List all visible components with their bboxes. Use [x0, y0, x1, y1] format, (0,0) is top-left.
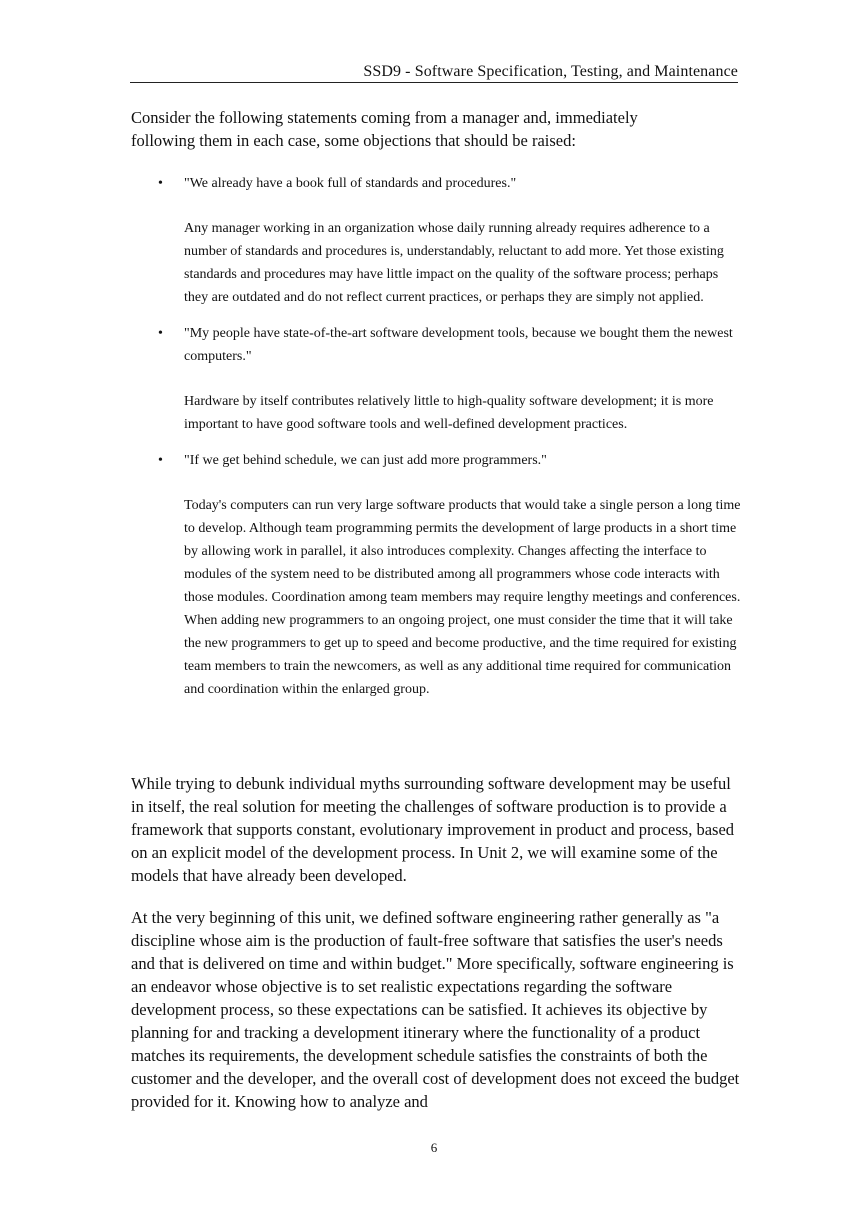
bullet-icon: • — [158, 176, 163, 191]
body-paragraph: At the very beginning of this unit, we defined software engineering rather generally as "a discipline whose aim is the production of fault-free software that satisfies the user's needs and that is delivered on time and within budget." More specifically, software engineering is an endeavor whose objective is to set realistic expectations regarding the software development process, so these expectations can be satisfied. It achieves its objective by planning for and tracking a development itinerary where the functionality of a product matches its requirements, the development schedule satisfies the constraints of both the customer and the developer, and the overall cost of development does not exceed the budget provided for it. Knowing how to analyze and — [131, 908, 740, 1111]
bullet-icon: • — [158, 453, 163, 468]
bullet-icon: • — [158, 326, 163, 341]
list-item — [131, 172, 741, 309]
myth-objection: Any manager working in an organization whose daily running already requires adherence to a number of standards and procedures is, understandably, reluctant to add more. Yet those existing standards and procedures may have little impact on the quality of the software process; perhaps they are outdated and do not reflect current practices, or perhaps they are simply not applied. — [184, 221, 724, 305]
page-number: 6 — [430, 1140, 438, 1155]
intro-paragraph: Consider the following statements coming from a manager and, immediately following them in each case, some objections that should be raised: — [131, 108, 638, 150]
myth-objection: Today's computers can run very large software products that would take a single person a long time to develop. Although team programming permits the development of large products in a short time by allowing work in parallel, it also introduces complexity. Changes affecting the interface to modules of the system need to be distributed among all programmers whose code interacts with those modules. Coordination among team members may require lengthy meetings and conferences. When adding new programmers to an ongoing project, one must consider the time that it will take the new programmers to get up to speed and become productive, and the time required for existing team members to train the newcomers, as well as any additional time required for communication and coordination within the enlarged group. — [184, 498, 741, 697]
list-item — [131, 449, 741, 701]
myth-quote: "If we get behind schedule, we can just add more programmers." — [184, 453, 547, 468]
list-item — [131, 322, 741, 436]
myth-list — [131, 172, 741, 701]
myth-objection: Hardware by itself contributes relatively little to high-quality software development; it is more important to have good software tools and well-defined development practices. — [184, 394, 714, 432]
running-header: SSD9 - Software Specification, Testing, and Maintenance — [130, 62, 738, 83]
myth-quote: "We already have a book full of standards and procedures." — [184, 176, 517, 191]
body-paragraph: While trying to debunk individual myths surrounding software development may be useful in itself, the real solution for meeting the challenges of software production is to provide a framework that supports constant, evolutionary improvement in product and process, based on an explicit model of the development process. In Unit 2, we will examine some of the models that have already been developed. — [131, 774, 735, 885]
myth-quote: "My people have state-of-the-art software development tools, because we bought them the newest computers." — [184, 326, 733, 364]
